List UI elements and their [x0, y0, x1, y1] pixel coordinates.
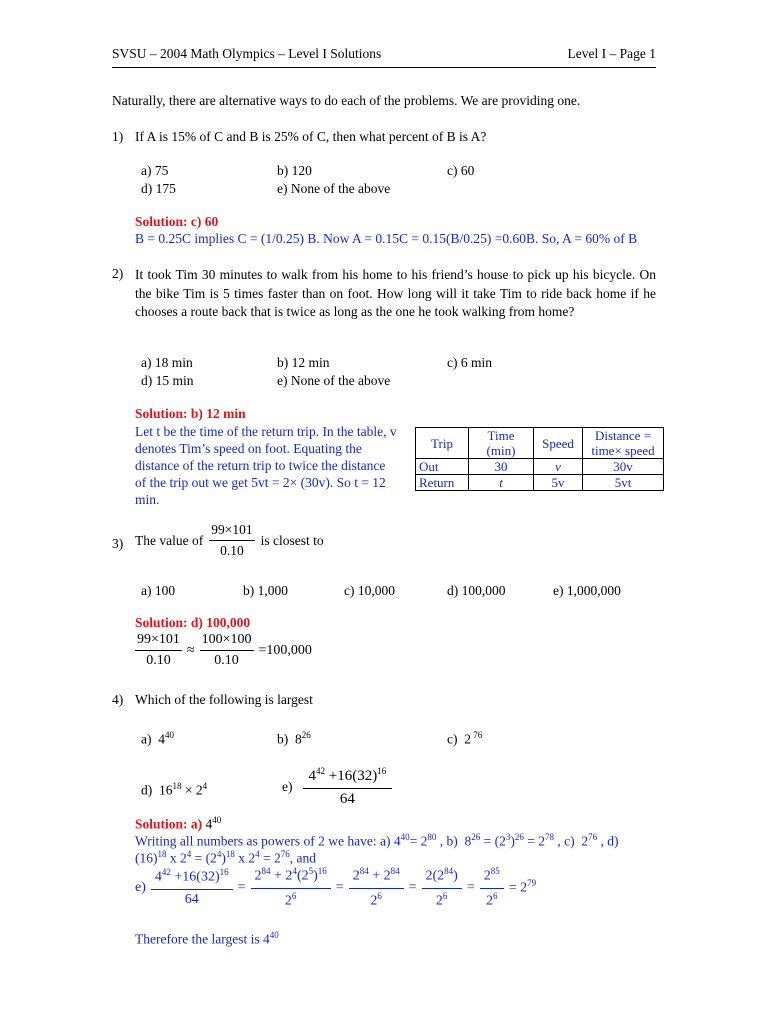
q4-e-num-rest: +16(32)	[325, 768, 378, 784]
q4-sol-frac-5-den: $2^6$	[486, 890, 498, 909]
q1-choice-e: e) None of the above	[277, 181, 391, 196]
table-header-cell: Trip	[416, 428, 469, 459]
q4-solution-writing: Writing all numbers as powers of 2 we have:	[135, 833, 377, 849]
approx-sign: ≈	[186, 642, 195, 658]
q4-choice-a: a) $4^{40}$	[141, 730, 174, 747]
table-header-cell: Speed	[534, 428, 583, 459]
q2-choice-d: d) 15 min	[141, 373, 194, 388]
q4-therefore: Therefore the largest is	[135, 931, 260, 947]
q4-conclusion: Therefore the largest is $4^{40}$	[135, 930, 279, 947]
q3-choice-c: c) 10,000	[344, 583, 395, 598]
q4-sol-frac-3-den: $2^6$	[370, 890, 382, 909]
q4-e-num	[303, 766, 393, 789]
equals-sign: =	[408, 879, 417, 895]
q3-sol-frac-1-num: 99×101	[135, 632, 182, 651]
q4-sol-frac-3-num: $2^{84} + 2^{84}$	[349, 866, 404, 889]
q4-solution-label: Solution: a)	[135, 816, 203, 832]
q2-choice-b: b) 12 min	[277, 355, 330, 370]
q4-e-label: e)	[282, 779, 293, 794]
table-cell: Return	[416, 475, 469, 491]
q4-d-label: d)	[141, 782, 153, 798]
q4-solution-equation	[135, 866, 536, 909]
table-cell: 5v	[534, 475, 583, 491]
q3-sol-frac-1-den: 0.10	[146, 653, 171, 668]
q3-sol-frac-2	[200, 632, 254, 669]
q4-choice-b: b) $8^{26}$	[277, 730, 311, 747]
intro-text: Naturally, there are alternative ways to do each of the problems. We are providing one.	[112, 93, 581, 108]
q4-e-den: 64	[339, 791, 355, 807]
q3-choice-a: a) 100	[141, 583, 176, 598]
q4-e-num-exp: 42	[316, 766, 325, 776]
q3-question	[135, 522, 324, 559]
q1-number: 1)	[112, 129, 124, 144]
q2-choice-a: a) 18 min	[141, 355, 193, 370]
q2-number: 2)	[112, 266, 124, 281]
equals-sign: =	[335, 879, 344, 895]
q1-choice-b: b) 120	[277, 163, 312, 178]
q2-speed-table	[415, 427, 664, 491]
q4-choice-e	[282, 766, 392, 808]
q3-frac-den: 0.10	[220, 543, 244, 558]
q3-sol-result: =100,000	[258, 642, 312, 658]
table-cell: Out	[416, 459, 469, 475]
q4-choice-d: d) $16^{18} \times 2^4$	[141, 781, 208, 798]
q4-sol-final: = $2^{79}$	[508, 878, 537, 896]
q4-sol-frac-5	[480, 866, 504, 909]
q4-c-label: c)	[447, 731, 458, 747]
q2-choice-c: c) 6 min	[447, 355, 492, 370]
table-header-cell: Distance = time× speed	[583, 428, 664, 459]
q4-sol-frac-4-den: $2^6$	[435, 890, 448, 909]
table-cell: 30v	[583, 459, 664, 475]
q4-sol-frac-1-den: 64	[184, 891, 199, 907]
q4-sol-frac-3	[349, 866, 404, 909]
q4-text: Which of the following is largest	[135, 692, 313, 707]
q4-number: 4)	[112, 692, 124, 707]
q2-choice-e: e) None of the above	[277, 373, 391, 388]
q4-e-num-base: 4	[308, 768, 316, 784]
q3-text-b: is closest to	[260, 532, 324, 548]
q3-solution-label: Solution: d) 100,000	[135, 615, 251, 630]
equals-sign: =	[466, 879, 475, 895]
table-row	[416, 459, 664, 475]
q1-choice-d: d) 175	[141, 181, 176, 196]
q2-solution-text: Let t be the time of the return trip. In the table, v denotes Tim’s speed on foot. Equating the distance of the return trip to twice the distance of the trip out we get 5vt = 2× (30v). So t = 12 min.	[135, 424, 397, 507]
q1-solution-text: B = 0.25C implies C = (1/0.25) B. Now A = 0.15C = 0.15(B/0.25) =0.60B. So, A = 60% of B	[135, 231, 638, 246]
q4-sol-frac-4	[422, 866, 462, 909]
q4-e-fraction	[303, 766, 393, 808]
q4-sol-frac-5-num: $2^{85}$	[480, 866, 504, 889]
q2-solution-label: Solution: b) 12 min	[135, 406, 246, 421]
q2-text: It took Tim 30 minutes to walk from his home to his friend’s house to pick up his bicycle. On the bike Tim is 5 times faster than on foot. How long will it take Tim to ride back home if he chooses a route back that is twice as long as the one he took walking from home?	[135, 267, 656, 319]
q4-e-num-rest-exp: 16	[377, 766, 387, 776]
table-cell: t	[469, 475, 534, 491]
q3-choice-e: e) 1,000,000	[553, 583, 621, 598]
q4-solution-heading: Solution: a) $4^{40}$	[135, 815, 222, 832]
q4-solution-line2: $(16)^{18}$ x $2^4 = (2^4)^{18}$ x $2^4 = 2^{76}$, and	[135, 849, 316, 866]
table-cell: 30	[469, 459, 534, 475]
table-cell: v	[534, 459, 583, 475]
q4-solution-and: , and	[289, 850, 316, 866]
q3-solution-equation	[135, 632, 312, 669]
q3-fraction	[209, 522, 254, 559]
q3-text-a: The value of	[135, 532, 204, 548]
q3-sol-frac-2-num: 100×100	[200, 632, 254, 651]
q4-sol-frac-1	[151, 867, 233, 908]
q4-sol-frac-1-num: $4^{42} +16(32)^{16}$	[151, 867, 233, 890]
q1-solution-label: Solution: c) 60	[135, 214, 219, 229]
q1-choice-a: a) 75	[141, 163, 169, 178]
q4-choice-c: c) 2 $^{76}$	[447, 730, 483, 747]
q1-text: If A is 15% of C and B is 25% of C, then what percent of B is A?	[135, 129, 487, 144]
header-title: SVSU – 2004 Math Olympics – Level I Solutions	[112, 46, 382, 61]
header-page: Level I – Page 1	[567, 46, 656, 61]
q3-sol-frac-2-den: 0.10	[214, 653, 239, 668]
q3-sol-frac-1	[135, 632, 182, 669]
equals-sign: =	[237, 879, 246, 895]
q3-frac-num: 99×101	[209, 522, 254, 541]
table-row	[416, 475, 664, 491]
table-header-cell: Time (min)	[469, 428, 534, 459]
q4-sol-frac-4-num: $2(2^{84})$	[422, 866, 462, 889]
q4-solution-line1: Writing all numbers as powers of 2 we have: a) $4^{40}= 2^{80}$ , b) $8^{26} = (2^3)^{26} = 2^{78}$ , c) $2^{76}$ , d)	[135, 832, 619, 849]
table-cell: 5vt	[583, 475, 664, 491]
q4-sol-frac-2-den: $2^6$	[284, 890, 297, 909]
q3-choice-d: d) 100,000	[447, 583, 506, 598]
q3-choice-b: b) 1,000	[243, 583, 288, 598]
q4-sol-frac-2-num: $2^{84} + 2^4(2^5)^{16}$	[251, 866, 331, 889]
table-header-row	[416, 428, 664, 459]
q4-a-label: a)	[141, 731, 152, 747]
q4-sol-frac-2	[251, 866, 331, 909]
q3-number: 3)	[112, 536, 124, 551]
q4-b-label: b)	[277, 731, 289, 747]
header-rule	[112, 67, 656, 68]
q4-sol-e-label: e)	[135, 879, 146, 895]
q1-choice-c: c) 60	[447, 163, 475, 178]
